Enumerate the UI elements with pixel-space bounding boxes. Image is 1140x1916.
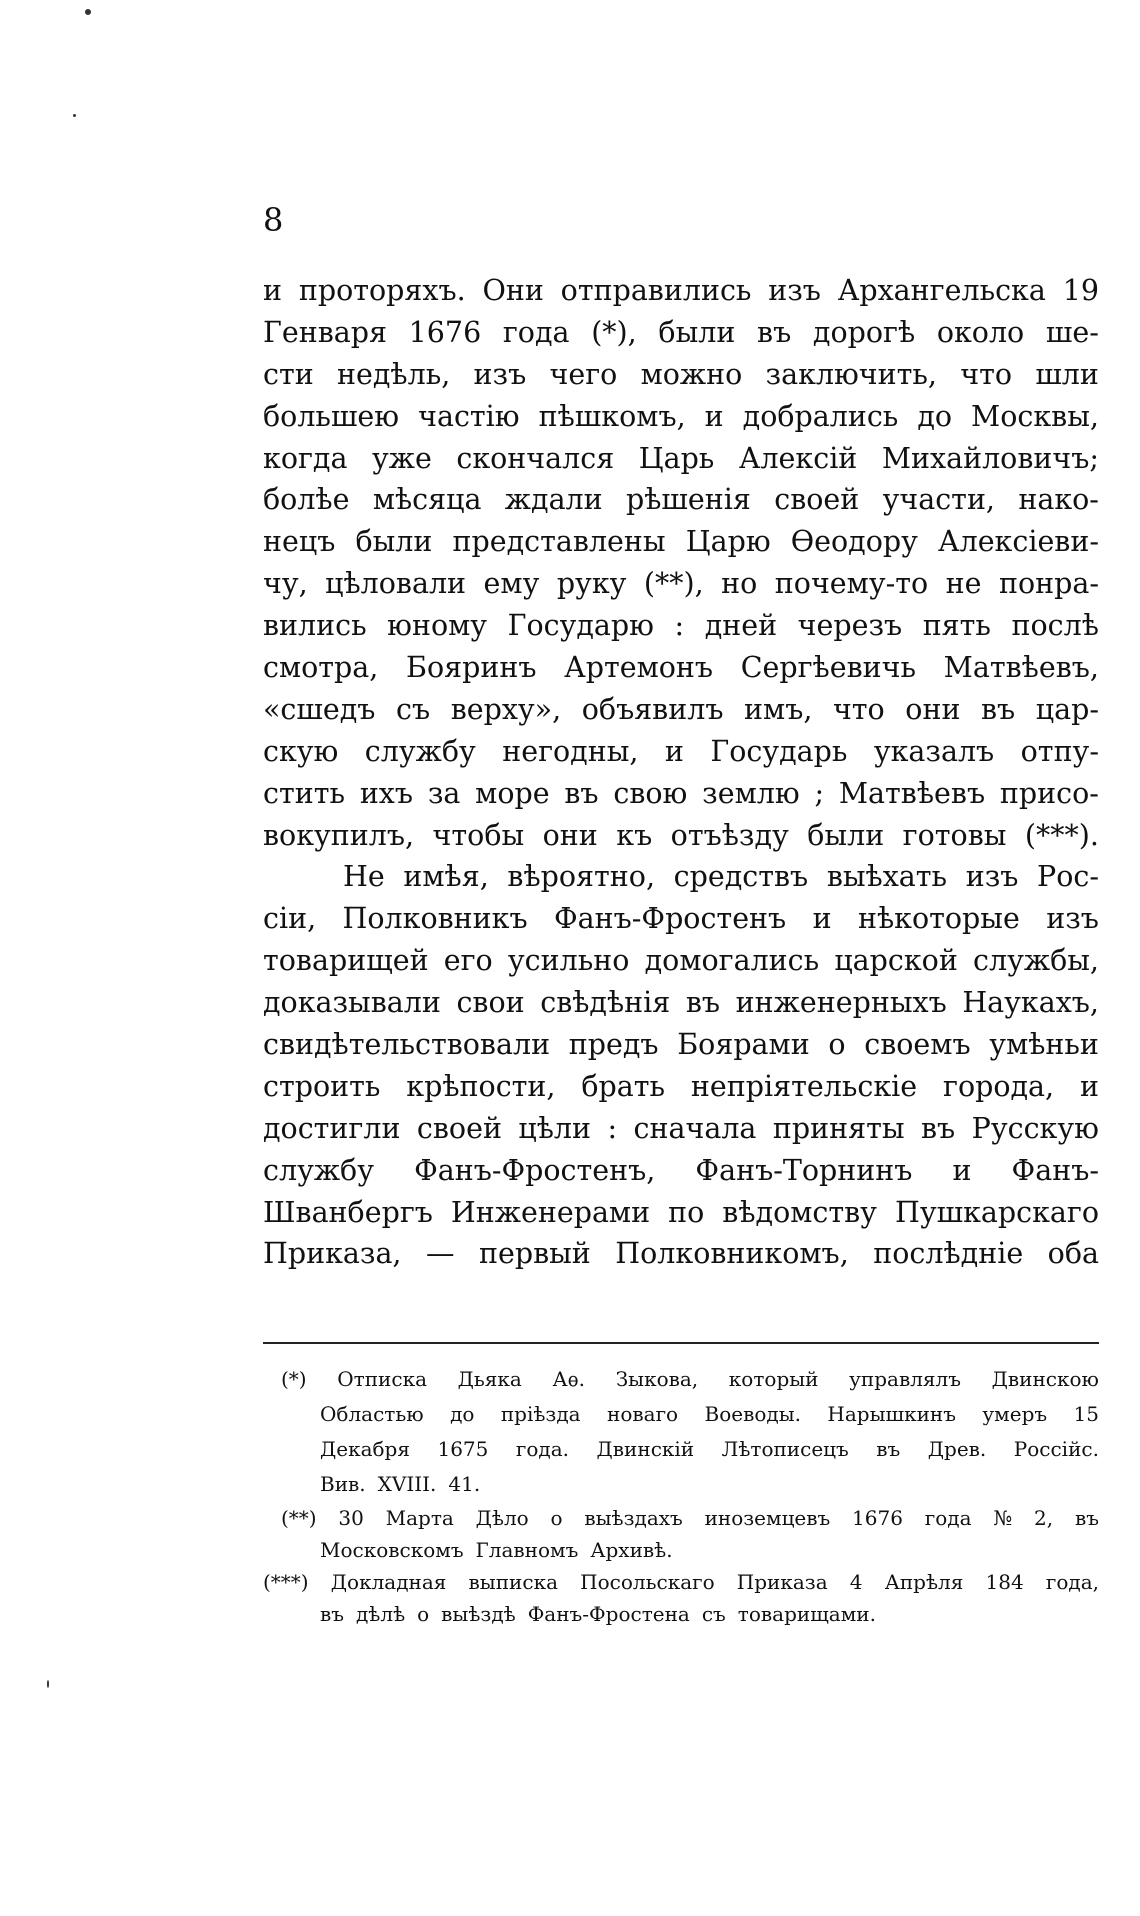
text-line: смотра, Бояринъ Артемонъ Сергѣевичь Матвѣевъ, <box>263 651 1099 685</box>
text-line: чу, цѣловали ему руку (**), но почему-то не понра- <box>263 567 1099 601</box>
text-line: скую службу негодны, и Государь указалъ отпу- <box>263 734 1099 768</box>
text-line: болѣе мѣсяца ждали рѣшенія своей участи, нако- <box>263 483 1099 517</box>
text-line: стить ихъ за море въ свою землю ; Матвѣевъ присо- <box>263 776 1099 810</box>
main-text <box>263 270 1099 1275</box>
footnote <box>263 1362 1099 1502</box>
text-line: большею частію пѣшкомъ, и добрались до Москвы, <box>263 399 1099 433</box>
text-line: службу Фанъ-Фростенъ, Фанъ-Торнинъ и Фанъ- <box>263 1153 1099 1187</box>
text-line: товарищей его усильно домогались царской службы, <box>263 944 1099 978</box>
footnote-line: (*) Отписка Дьяка Аѳ. Зыкова, который управлялъ Двинскою <box>281 1367 1099 1391</box>
footnote <box>263 1502 1099 1566</box>
text-line: сти недѣль, изъ чего можно заключить, что шли <box>263 357 1099 391</box>
text-line: Генваря 1676 года (*), были въ дорогѣ около ше- <box>263 315 1099 349</box>
text-line: доказывали свои свѣдѣнія въ инженерныхъ Наукахъ, <box>263 986 1099 1020</box>
text-line: Шванбергъ Инженерами по вѣдомству Пушкарскаго <box>263 1195 1099 1229</box>
text-line: и проторяхъ. Они отправились изъ Архангельска 19 <box>263 274 1099 307</box>
text-line: вокупилъ, чтобы они къ отъѣзду были готовы (***). <box>263 818 1099 852</box>
text-line: достигли своей цѣли : сначала приняты въ Русскую <box>263 1111 1099 1145</box>
text-line: сіи, Полковникъ Фанъ-Фростенъ и нѣкоторые изъ <box>263 902 1099 936</box>
footnotes <box>263 1362 1099 1630</box>
footnote-line: (**) 30 Марта Дѣло о выѣздахъ иноземцевъ 1676 года № 2, въ <box>281 1506 1099 1530</box>
text-line: нецъ были представлены Царю Өеодору Алексіеви- <box>263 525 1099 559</box>
footnote-line: Областью до пріѣзда новаго Воеводы. Нарышкинъ умеръ 15 <box>320 1402 1099 1426</box>
text-line: Не имѣя, вѣроятно, средствъ выѣхать изъ Рос- <box>343 860 1099 894</box>
footnote-separator <box>263 1342 1099 1344</box>
text-line: вились юному Государю : дней черезъ пять послѣ <box>263 609 1099 643</box>
scan-speck <box>85 9 91 15</box>
footnote-line: Московскомъ Главномъ Архивѣ. <box>320 1538 673 1562</box>
scan-speck <box>47 1680 49 1688</box>
footnote <box>263 1566 1099 1630</box>
scan-speck <box>73 114 76 117</box>
text-line: Приказа, — первый Полковникомъ, послѣдніе оба <box>263 1237 1099 1271</box>
footnote-line: Вив. XVIII. 41. <box>320 1472 481 1496</box>
text-line: когда уже скончался Царь Алексій Михайловичъ; <box>263 441 1099 475</box>
text-line: свидѣтельствовали предъ Боярами о своемъ умѣньи <box>263 1028 1099 1062</box>
footnote-line: Декабря 1675 года. Двинскій Лѣтописецъ въ Древ. Россійс. <box>320 1437 1099 1461</box>
page-number: 8 <box>263 201 284 239</box>
text-line: «сшедъ съ верху», объявилъ имъ, что они въ цар- <box>263 692 1099 726</box>
footnote-line: въ дѣлѣ о выѣздѣ Фанъ-Фростена съ товарищами. <box>320 1602 876 1626</box>
text-line: строить крѣпости, брать непріятельскіе города, и <box>263 1069 1099 1103</box>
footnote-line: (***) Докладная выписка Посольскаго Приказа 4 Апрѣля 184 года, <box>263 1570 1099 1594</box>
